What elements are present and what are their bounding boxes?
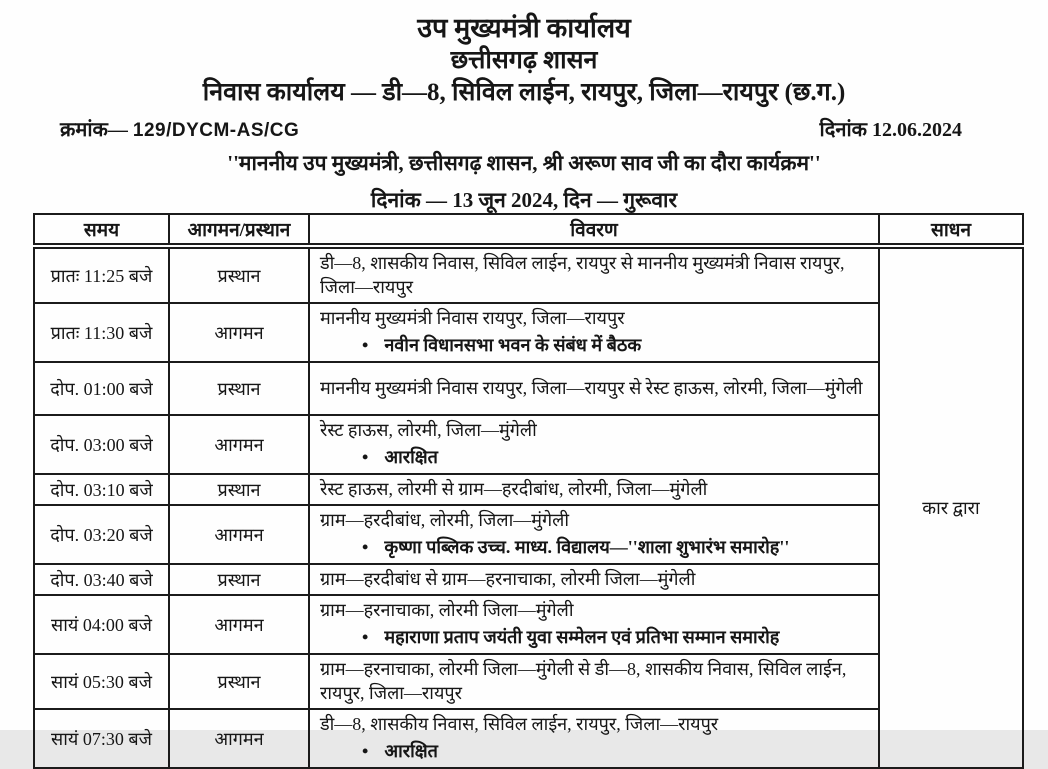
agenda-bullet [320,532,868,560]
table-row [34,303,1023,362]
arrival-departure-cell: आगमन [169,415,309,474]
details-cell [309,505,879,564]
table-row [34,709,1023,768]
time-cell: प्रातः 11:30 बजे [34,303,169,362]
table-row [34,246,1023,303]
details-cell [309,564,879,595]
details-cell [309,303,879,362]
bullet-icon: • [362,447,369,467]
details-cell [309,654,879,709]
office-title: उप मुख्यमंत्री कार्यालय [417,13,631,43]
issue-date: दिनांक 12.06.2024 [819,119,962,141]
details-text: ग्राम—हरदीबांध, लोरमी, जिला—मुंगेली [320,510,570,530]
time-cell: दोप. 03:40 बजे [34,564,169,595]
bullet-icon: • [362,627,369,647]
tour-program-date: दिनांक — 13 जून 2024, दिन — गुरूवार [370,188,678,212]
document-header [0,0,1048,109]
table-row [34,564,1023,595]
column-header-transport: साधन [879,214,1023,246]
reference-code: 129/DYCM-AS/CG [132,120,300,141]
meta-row [0,109,1048,142]
details-text: ग्राम—हरनाचाका, लोरमी जिला—मुंगेली से डी—8, शासकीय निवास, सिविल लाईन, रायपुर, जिला—रायपुर [320,659,847,703]
schedule-table [33,213,1024,769]
column-header-details: विवरण [309,214,879,246]
agenda-text: कृष्णा पब्लिक उच्च. माध्य. विद्यालय—''शाला शुभारंभ समारोह'' [384,537,790,557]
column-header-time: समय [34,214,169,246]
table-row [34,505,1023,564]
time-cell: दोप. 03:10 बजे [34,474,169,505]
table-row [34,362,1023,415]
office-address: निवास कार्यालय — डी—8, सिविल लाईन, रायपुर, जिला—रायपुर (छ.ग.) [202,79,846,106]
arrival-departure-cell: प्रस्थान [169,246,309,303]
reference-prefix: क्रमांक— [60,119,128,141]
arrival-departure-cell: आगमन [169,709,309,768]
arrival-departure-cell: प्रस्थान [169,564,309,595]
agenda-bullet [320,330,868,358]
table-row [34,654,1023,709]
details-text: माननीय मुख्यमंत्री निवास रायपुर, जिला—रायपुर से रेस्ट हाऊस, लोरमी, जिला—मुंगेली [320,378,863,398]
transport-cell: कार द्वारा [879,246,1023,768]
details-text: ग्राम—हरनाचाका, लोरमी जिला—मुंगेली [320,600,574,620]
details-cell [309,415,879,474]
agenda-bullet [320,736,868,764]
agenda-text: आरक्षित [384,741,438,761]
details-text: डी—8, शासकीय निवास, सिविल लाईन, रायपुर, जिला—रायपुर [320,714,719,734]
agenda-text: आरक्षित [384,447,438,467]
arrival-departure-cell: प्रस्थान [169,654,309,709]
details-cell [309,595,879,654]
agenda-bullet [320,622,868,650]
details-text: ग्राम—हरदीबांध से ग्राम—हरनाचाका, लोरमी जिला—मुंगेली [320,569,696,589]
details-cell [309,709,879,768]
details-text: डी—8, शासकीय निवास, सिविल लाईन, रायपुर से माननीय मुख्यमंत्री निवास रायपुर, जिला—रायपुर [320,253,845,297]
table-row [34,595,1023,654]
bullet-icon: • [362,335,369,355]
time-cell: दोप. 03:00 बजे [34,415,169,474]
table-row [34,474,1023,505]
reference-number [60,115,299,142]
time-cell: सायं 05:30 बजे [34,654,169,709]
time-cell: सायं 07:30 बजे [34,709,169,768]
table-row [34,415,1023,474]
details-cell [309,362,879,415]
time-cell: सायं 04:00 बजे [34,595,169,654]
arrival-departure-cell: आगमन [169,505,309,564]
agenda-text: नवीन विधानसभा भवन के संबंध में बैठक [384,335,642,355]
time-cell: दोप. 03:20 बजे [34,505,169,564]
arrival-departure-cell: आगमन [169,595,309,654]
arrival-departure-cell: आगमन [169,303,309,362]
time-cell: दोप. 01:00 बजे [34,362,169,415]
time-cell: प्रातः 11:25 बजे [34,246,169,303]
arrival-departure-cell: प्रस्थान [169,362,309,415]
agenda-bullet [320,442,868,470]
tour-program-title: ''माननीय उप मुख्यमंत्री, छत्तीसगढ़ शासन, श्री अरूण साव जी का दौरा कार्यक्रम'' [227,151,821,175]
details-cell [309,246,879,303]
details-cell [309,474,879,505]
bullet-icon: • [362,741,369,761]
government-title: छत्तीसगढ़ शासन [450,47,598,74]
details-text: माननीय मुख्यमंत्री निवास रायपुर, जिला—रायपुर [320,308,625,328]
details-text: रेस्ट हाऊस, लोरमी, जिला—मुंगेली [320,420,537,440]
arrival-departure-cell: प्रस्थान [169,474,309,505]
details-text: रेस्ट हाऊस, लोरमी से ग्राम—हरदीबांध, लोरमी, जिला—मुंगेली [320,479,708,499]
agenda-text: महाराणा प्रताप जयंती युवा सम्मेलन एवं प्रतिभा सम्मान समारोह [384,627,780,647]
bullet-icon: • [362,537,369,557]
table-header-row [34,214,1023,246]
column-header-arrival-departure: आगमन/प्रस्थान [169,214,309,246]
